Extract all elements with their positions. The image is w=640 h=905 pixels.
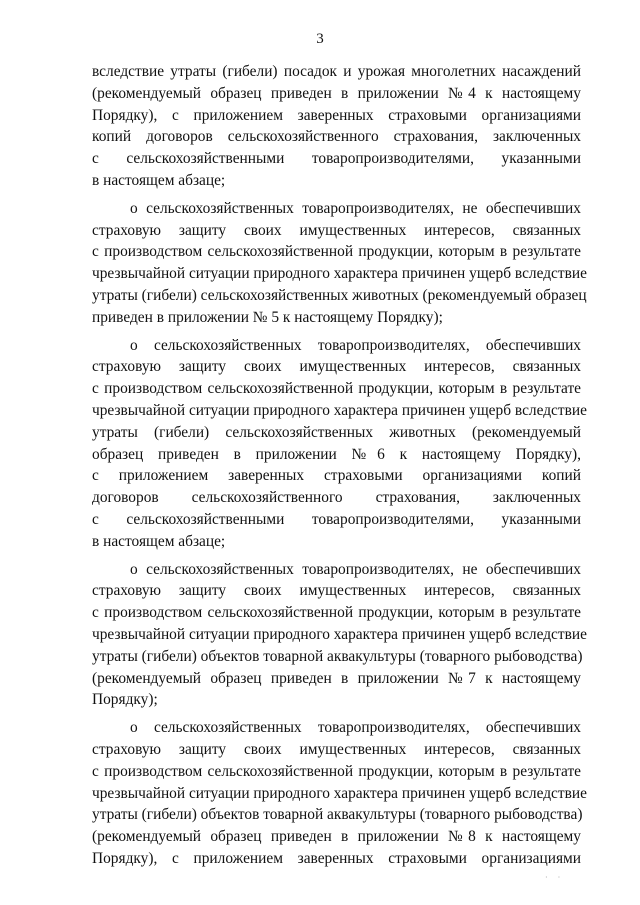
text-line: в настоящем абзаце;: [92, 171, 226, 189]
text-line: Порядку), с приложением заверенных страховыми организациями: [92, 106, 581, 124]
text-line: о сельскохозяйственных товаропроизводителях, обеспечивших: [130, 336, 581, 354]
text-line: с производством сельскохозяйственной продукции, которым в результате: [92, 762, 581, 780]
text-line: о сельскохозяйственных товаропроизводителях, не обеспечивших: [130, 199, 581, 217]
paragraph: [92, 198, 587, 329]
document-body: [92, 61, 587, 870]
text-line: Порядку), с приложением заверенных страховыми организациями: [92, 849, 581, 867]
text-line: с сельскохозяйственными товаропроизводителями, указанными: [92, 510, 581, 528]
text-line: с сельскохозяйственными товаропроизводителями, указанными: [92, 150, 581, 168]
text-line: страховую защиту своих имущественных интересов, связанных: [92, 740, 581, 758]
text-line: с приложением заверенных страховыми организациями копий: [92, 467, 581, 485]
text-line: о сельскохозяйственных товаропроизводителях, не обеспечивших: [130, 560, 581, 578]
text-line: вследствие утраты (гибели) посадок и урожая многолетних насаждений: [92, 63, 581, 80]
text-line: о сельскохозяйственных товаропроизводителях, обеспечивших: [130, 719, 581, 737]
text-line: договоров сельскохозяйственного страхования, заключенных: [92, 489, 581, 507]
paragraph: [92, 61, 581, 192]
text-line: утраты (гибели) сельскохозяйственных животных (рекомендуемый образец: [92, 286, 587, 304]
text-line: чрезвычайной ситуации природного характера причинен ущерб вследствие: [92, 265, 587, 283]
paragraph: [92, 335, 587, 553]
text-line: страховую защиту своих имущественных интересов, связанных: [92, 582, 581, 600]
text-line: чрезвычайной ситуации природного характера причинен ущерб вследствие: [92, 784, 587, 802]
text-line: с производством сельскохозяйственной продукции, которым в результате: [92, 604, 581, 622]
text-line: утраты (гибели) сельскохозяйственных животных (рекомендуемый: [92, 423, 581, 441]
text-line: чрезвычайной ситуации природного характера причинен ущерб вследствие: [92, 625, 587, 643]
text-line: страховую защиту своих имущественных интересов, связанных: [92, 358, 581, 376]
text-line: копий договоров сельскохозяйственного страхования, заключенных: [92, 128, 581, 146]
text-line: утраты (гибели) объектов товарной аквакультуры (товарного рыбоводства): [92, 647, 583, 665]
text-line: (рекомендуемый образец приведен в приложении №8 к настоящему: [92, 828, 581, 846]
text-line: (рекомендуемый образец приведен в приложении №4 к настоящему: [92, 84, 581, 102]
text-line: приведен в приложении № 5 к настоящему Порядку);: [92, 308, 443, 326]
text-line: в настоящем абзаце;: [92, 532, 226, 550]
text-line: утраты (гибели) объектов товарной аквакультуры (товарного рыбоводства): [92, 806, 583, 824]
paragraph: [92, 717, 587, 870]
paragraph: [92, 559, 587, 712]
text-line: (рекомендуемый образец приведен в приложении №7 к настоящему: [92, 669, 581, 687]
text-line: чрезвычайной ситуации природного характера причинен ущерб вследствие: [92, 401, 587, 419]
text-line: образец приведен в приложении №6 к настоящему Порядку),: [92, 445, 581, 463]
text-line: с производством сельскохозяйственной продукции, которым в результате: [92, 380, 581, 398]
scan-artifact: · ·: [545, 873, 565, 882]
text-line: страховую защиту своих имущественных интересов, связанных: [92, 221, 581, 239]
text-line: Порядку);: [92, 691, 158, 709]
page-number: 3: [316, 31, 324, 47]
text-line: с производством сельскохозяйственной продукции, которым в результате: [92, 243, 581, 261]
